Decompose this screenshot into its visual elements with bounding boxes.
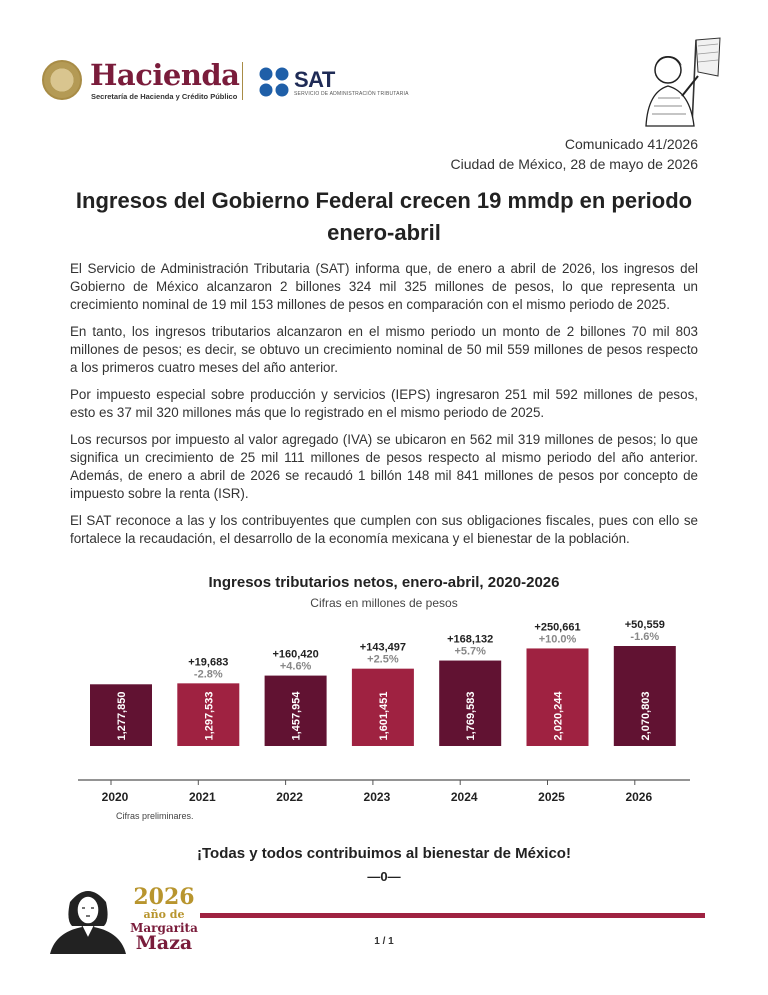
change-pct-label: +10.0% — [538, 633, 577, 646]
x-tick-label: 2024 — [450, 790, 478, 804]
page-title: Ingresos del Gobierno Federal crecen 19 mmdp en periodo enero-abril — [75, 188, 693, 245]
change-pct-label: -2.8% — [193, 668, 223, 681]
bar-value-label: 1,297,533 — [203, 691, 216, 741]
agency-logo-text: SAT — [294, 67, 335, 92]
ministry-subtitle: Secretaría de Hacienda y Crédito Público — [91, 92, 238, 101]
release-meta — [451, 134, 699, 174]
paragraph: Los recursos por impuesto al valor agregado (IVA) se ubicaron en 562 mil 319 millones de pesos; lo que significa un crecimiento de 25 mil 111 millones de pesos respecto al mismo periodo del año anterior. Además, de enero a abril de 2026 se recaudó 1 billón 148 mil 841 millones de pesos por concepto de impuesto sobre la renta (ISR). — [70, 432, 698, 501]
change-pct-label: +5.7% — [454, 645, 486, 658]
slogan: ¡Todas y todos contribuimos al bienestar de México! — [197, 845, 571, 862]
revenue-bar-chart — [0, 610, 768, 820]
paragraph: El SAT reconoce a las y los contribuyentes que cumplen con sus obligaciones fiscales, pues con ello se fortalece la recaudación, el desarrollo de la economía mexicana y el bienestar de la población. — [70, 513, 698, 546]
page-number: 1 / 1 — [374, 936, 394, 947]
change-pct-label: -1.6% — [630, 631, 660, 643]
bar-value-label: 1,277,850 — [116, 691, 128, 741]
change-pct-label: +4.6% — [279, 660, 312, 673]
bar-value-label: 1,769,583 — [465, 691, 478, 741]
change-abs-label: +168,132 — [447, 633, 494, 646]
chart-subtitle: Cifras en millones de pesos — [310, 596, 458, 610]
sat-logo-icon — [258, 66, 290, 98]
change-abs-label: +143,497 — [359, 641, 406, 654]
footer-bar — [200, 913, 705, 918]
x-tick-label: 2022 — [276, 790, 303, 804]
chart-note: Cifras preliminares. — [116, 811, 194, 821]
change-pct-label: +2.5% — [367, 653, 399, 666]
separator: —0— — [367, 869, 401, 884]
chart-title: Ingresos tributarios netos, enero-abril, 2020-2026 — [208, 574, 560, 591]
coat-of-arms-seal — [42, 60, 82, 100]
year-logo-line: Margarita — [130, 921, 198, 935]
year-logo-year: 2026 — [133, 884, 195, 910]
change-abs-label: +160,420 — [272, 648, 319, 661]
year-logo-line: año de — [143, 908, 185, 921]
agency-subtitle: SERVICIO DE ADMINISTRACIÓN TRIBUTARIA — [294, 91, 409, 97]
x-tick-label: 2025 — [538, 790, 565, 804]
bar-value-label: 1,457,954 — [290, 691, 303, 741]
x-tick-label: 2021 — [188, 790, 216, 804]
release-place-date: Ciudad de México, 28 de mayo de 2026 — [450, 156, 698, 172]
bar-value-label: 1,601,451 — [377, 691, 390, 741]
change-abs-label: +50,559 — [624, 619, 665, 631]
heroine-illustration-icon — [636, 36, 722, 128]
ministry-logo-text: Hacienda — [90, 58, 240, 92]
bar-value-label: 2,020,244 — [552, 691, 565, 741]
release-number: Comunicado 41/2026 — [564, 136, 698, 152]
paragraph: Por impuesto especial sobre producción y servicios (IEPS) ingresaron 251 mil 592 millones de pesos, esto es 37 mil 320 millones más que lo registrado en el mismo periodo de 2025. — [70, 387, 698, 420]
year-logo-line: Maza — [135, 932, 193, 954]
body-text — [70, 260, 698, 557]
paragraph: En tanto, los ingresos tributarios alcanzaron en el mismo periodo un monto de 2 billones 70 mil 803 millones de pesos; es decir, se obtuvo un crecimiento nominal de 50 mil 559 millones de pesos respecto a los primeros cuatro meses del año anterior. — [70, 324, 698, 375]
x-tick-label: 2023 — [363, 790, 391, 804]
change-abs-label: +19,683 — [188, 656, 229, 669]
paragraph: El Servicio de Administración Tributaria (SAT) informa que, de enero a abril de 2026, los ingresos del Gobierno de México alcanzaron 2 billones 324 mil 325 millones de pesos, lo que representa un crecimiento nominal de 19 mil 153 millones de pesos en comparación con el mismo periodo de 2025. — [70, 261, 698, 312]
x-tick-label: 2026 — [625, 790, 653, 804]
logo-divider — [242, 62, 243, 100]
x-tick-label: 2020 — [101, 790, 129, 804]
bar-value-label: 2,070,803 — [639, 691, 652, 741]
change-abs-label: +250,661 — [534, 621, 581, 634]
